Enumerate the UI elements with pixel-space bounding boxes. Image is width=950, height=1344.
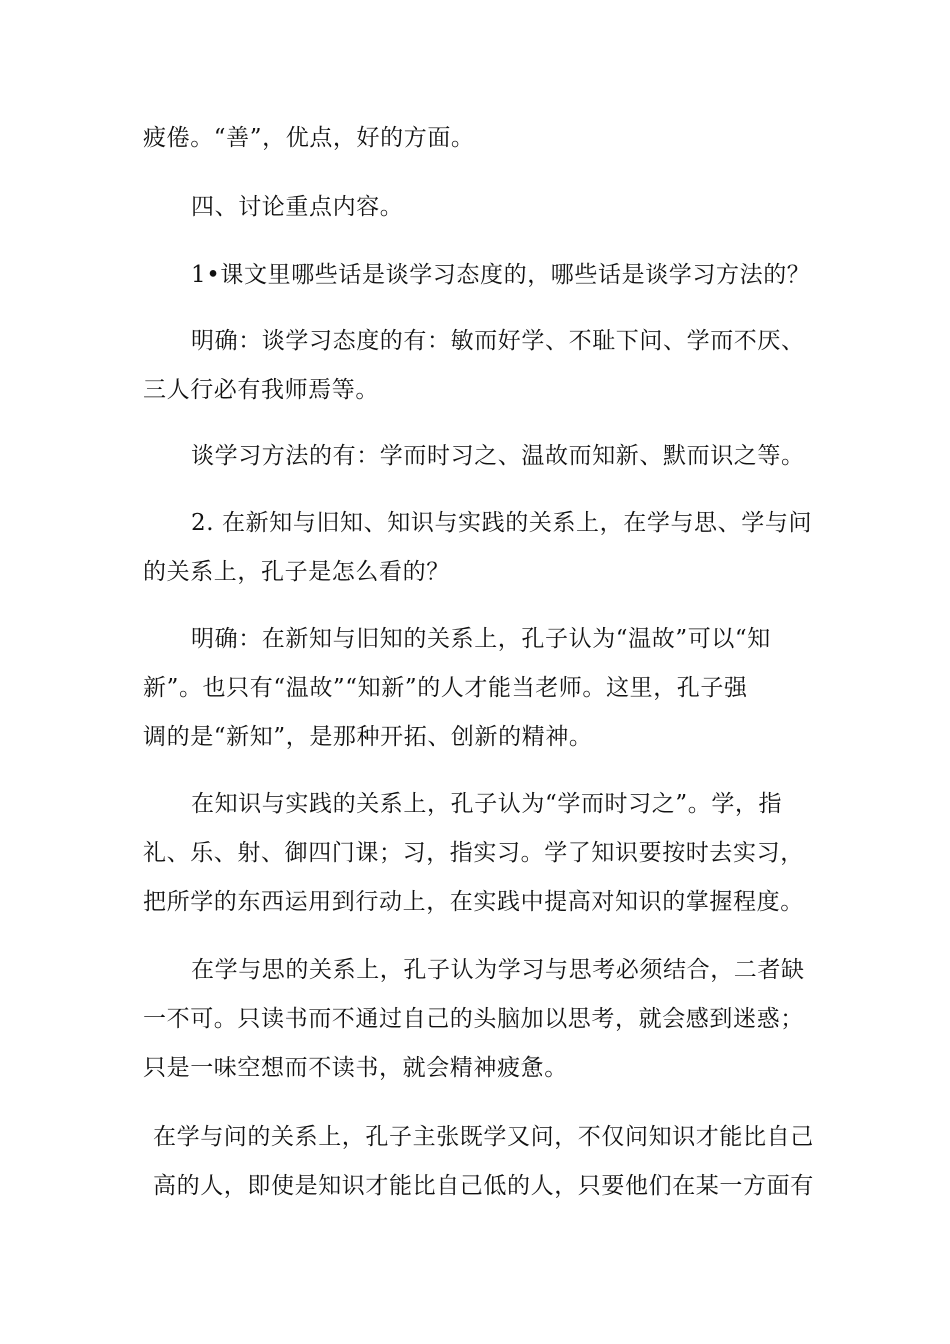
answer-2-p4-line-1: 在学与问的关系上，孔子主张既学又问，不仅问知识才能比自己 <box>153 1124 814 1150</box>
question-2-line-1: 2. 在新知与旧知、知识与实践的关系上，在学与思、学与问 <box>191 510 813 536</box>
answer-1-line-2: 三人行必有我师焉等。 <box>143 377 379 403</box>
question-2-line-2: 的关系上，孔子是怎么看的？ <box>143 559 450 585</box>
answer-2-p2-line-1: 在知识与实践的关系上，孔子认为“学而时习之”。学，指 <box>191 791 783 817</box>
answer-2-p2-line-2: 礼、乐、射、御四门课；习，指实习。学了知识要按时去实习， <box>143 840 804 866</box>
answer-2-p3-line-2: 一不可。只读书而不通过自己的头脑加以思考，就会感到迷惑； <box>143 1006 804 1032</box>
answer-2-p2-line-3: 把所学的东西运用到行动上，在实践中提高对知识的掌握程度。 <box>143 889 804 915</box>
answer-2-p3-line-1: 在学与思的关系上，孔子认为学习与思考必须结合，二者缺 <box>191 957 805 983</box>
answer-2-p1-line-2: 新”。也只有“温故”“知新”的人才能当老师。这里，孔子强 <box>143 675 748 701</box>
text-line-1: 疲倦。“善”，优点，好的方面。 <box>143 125 475 151</box>
answer-2-p1-line-1: 明确：在新知与旧知的关系上，孔子认为“温故”可以“知 <box>191 626 771 652</box>
answer-1-method: 谈学习方法的有：学而时习之、温故而知新、默而识之等。 <box>191 443 805 469</box>
section-heading: 四、讨论重点内容。 <box>191 194 404 220</box>
answer-2-p1-line-3: 调的是“新知”，是那种开拓、创新的精神。 <box>143 724 593 750</box>
answer-2-p4-line-2: 高的人，即使是知识才能比自己低的人，只要他们在某一方面有 <box>153 1173 814 1199</box>
answer-1-line-1: 明确：谈学习态度的有：敏而好学、不耻下问、学而不厌、 <box>191 328 805 354</box>
answer-2-p3-line-3: 只是一味空想而不读书，就会精神疲惫。 <box>143 1055 568 1081</box>
question-1: 1•课文里哪些话是谈学习态度的，哪些话是谈学习方法的？ <box>191 262 811 288</box>
